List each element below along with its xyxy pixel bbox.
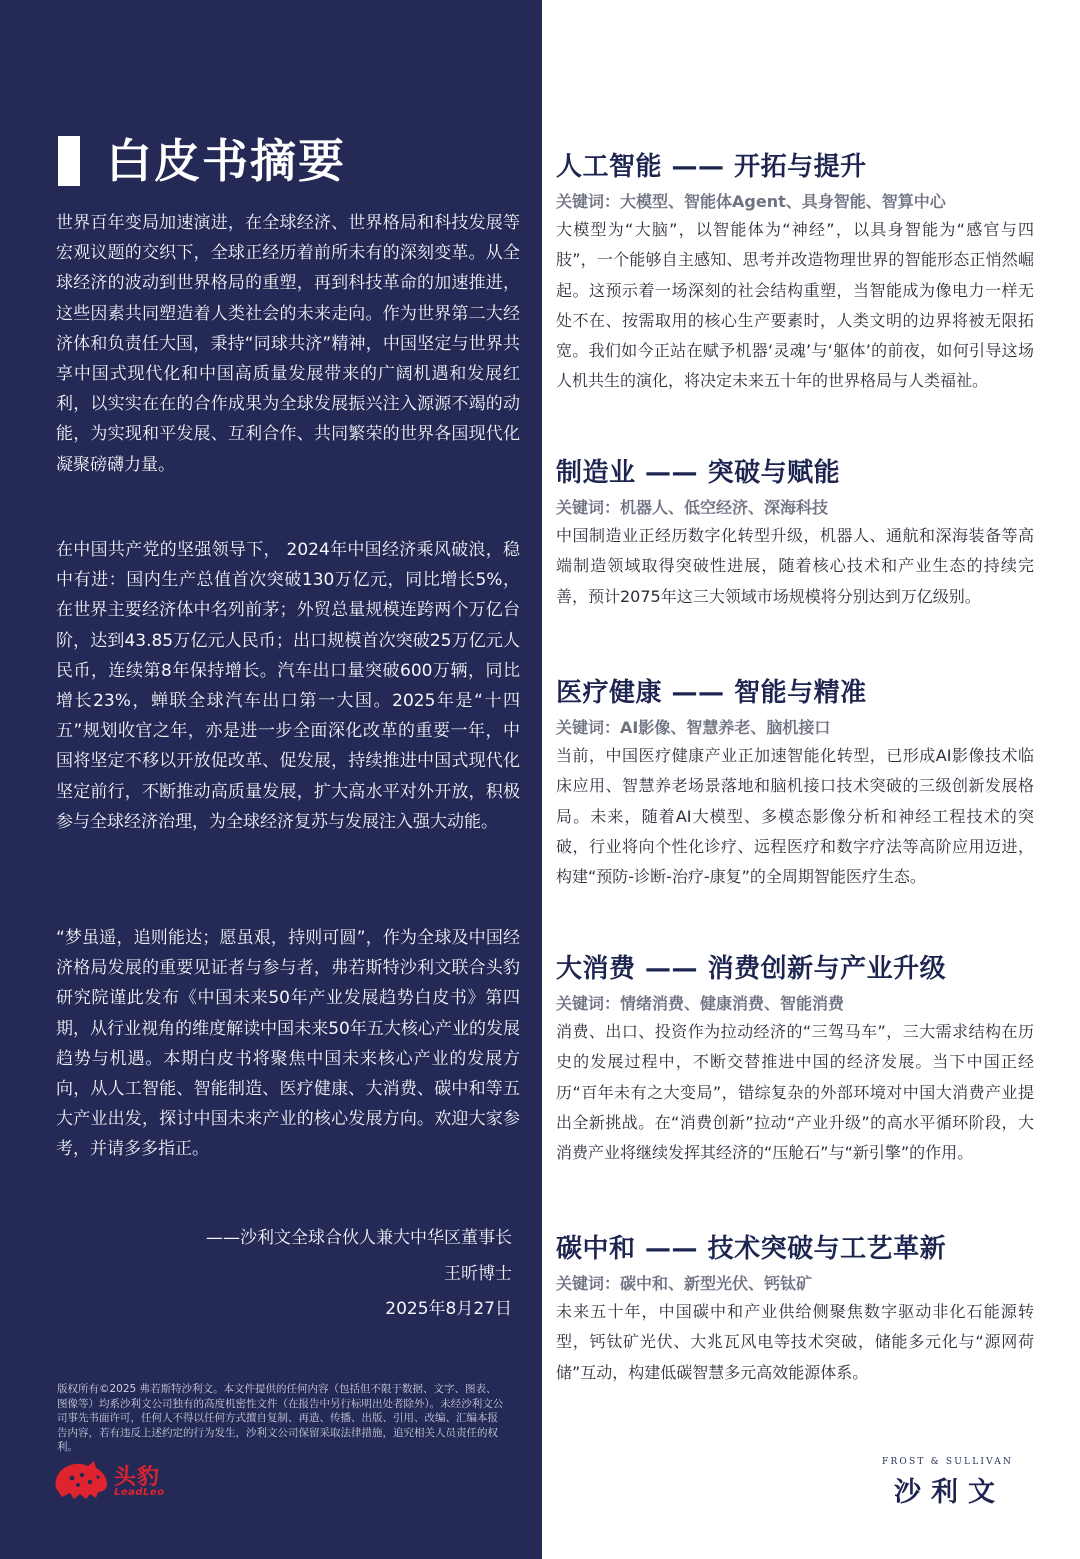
section-body: 未来五十年，中国碳中和产业供给侧聚焦数字驱动非化石能源转型，钙钛矿光伏、大兆瓦风电等技术突破，储能多元化与“源网荷储”互动，构建低碳智慧多元高效能源体系。 [556,1302,1034,1382]
section-body: 当前，中国医疗健康产业正加速智能化转型，已形成AI影像技术临床应用、智慧养老场景落地和脑机接口技术突破的三级创新发展格局。未来，随着AI大模型、多模态影像分析和神经工程技术的突破，行业将向个性化诊疗、远程医疗和数字疗法等高阶应用迈进，构建“预防-诊断-治疗-康复”的全周期智能医疗生态。 [556,746,1034,887]
frost-sullivan-cn: 沙利文 [894,1477,1005,1508]
frost-sullivan-en: FROST & SULLIVAN [882,1457,1014,1467]
leadleo-name: 头豹 [114,1465,161,1490]
copyright-notice: 版权所有©2025 弗若斯特沙利文。本文件提供的任何内容（包括但不限于数据、文字、图表、图像等）均系沙利文公司独有的高度机密性文件（在报告中另行标明出处者除外）。未经沙利文公司事先书面许可，任何人不得以任何方式擅自复制、再造、传播、出版、引用、改编、汇编本报告内容，若有违反上述约定的行为发生，沙利文公司保留采取法律措施，追究相关人员责任的权利。 [57,1383,504,1454]
section-keywords: 关键词：机器人、低空经济、深海科技 [556,498,829,517]
signature-title: ——沙利文全球合伙人兼大中华区董事长 [206,1228,512,1248]
section-title: 医疗健康 —— 智能与精准 [556,678,867,708]
section-title: 人工智能 —— 开拓与提升 [556,152,867,182]
title-accent-bar [58,136,80,186]
section-carbon-neutral [556,1232,1034,1388]
section-title: 制造业 —— 突破与赋能 [556,458,841,488]
leopard-icon [52,1458,110,1502]
intro-paragraph-1: 世界百年变局加速演进，在全球经济、世界格局和科技发展等宏观议题的交织下，全球正经历着前所未有的深刻变革。从全球经济的波动到世界格局的重塑，再到科技革命的加速推进，这些因素共同塑造着人类社会的未来走向。作为世界第二大经济体和负责任大国，秉持“同球共济”精神，中国坚定与世界共享中国式现代化和中国高质量发展带来的广阔机遇和发展红利，以实实在在的合作成果为全球发展振兴注入源源不竭的动能，为实现和平发展、互利合作、共同繁荣的世界各国现代化凝聚磅礴力量。 [56,213,520,475]
signature-name: 王昕博士 [444,1264,512,1284]
intro-paragraph-2: 在中国共产党的坚强领导下， 2024年中国经济乘风破浪，稳中有进：国内生产总值首次突破130万亿元，同比增长5%，在世界主要经济体中名列前茅；外贸总量规模连跨两个万亿台阶，达到43.85万亿元人民币；出口规模首次突破25万亿元人民币，连续第8年保持增长。汽车出口量突破600万辆，同比增长23%，蝉联全球汽车出口第一大国。2025年是“十四五”规划收官之年，亦是进一步全面深化改革的重要一年，中国将坚定不移以开放促改革、促发展，持续推进中国式现代化坚定前行，不断推动高质量发展，扩大高水平对外开放，积极参与全球经济治理，为全球经济复苏与发展注入强大动能。 [56,540,520,832]
section-keywords: 关键词：情绪消费、健康消费、智能消费 [556,994,845,1013]
leadleo-logo [52,1458,182,1504]
intro-paragraph-3: “梦虽遥，追则能达；愿虽艰，持则可圆”，作为全球及中国经济格局发展的重要见证者与参与者，弗若斯特沙利文联合头豹研究院谨此发布《中国未来50年产业发展趋势白皮书》第四期，从行业视角的维度解读中国未来50年五大核心产业的发展趋势与机遇。本期白皮书将聚焦中国未来核心产业的发展方向，从人工智能、智能制造、医疗健康、大消费、碳中和等五大产业出发，探讨中国未来产业的核心发展方向。欢迎大家参考，并请多多指正。 [56,928,520,1160]
section-body: 中国制造业正经历数字化转型升级，机器人、通航和深海装备等高端制造领域取得突破性进展，随着核心技术和产业生态的持续完善，预计2075年这三大领域市场规模将分别达到万亿级别。 [556,526,1034,606]
section-body: 大模型为“大脑”，以智能体为“神经”，以具身智能为“感官与四肢”，一个能够自主感知、思考并改造物理世界的智能形态正悄然崛起。这预示着一场深刻的社会结构重塑，当智能成为像电力一样无处不在、按需取用的核心生产要素时，人类文明的边界将被无限拓宽。我们如今正站在赋予机器‘灵魂’与‘躯体’的前夜，如何引导这场人机共生的演化，将决定未来五十年的世界格局与人类福祉。 [556,220,1034,391]
section-ai [556,150,1034,397]
section-title: 碳中和 —— 技术突破与工艺革新 [556,1234,947,1264]
section-title: 大消费 —— 消费创新与产业升级 [556,954,947,984]
page-title: 白皮书摘要 [106,134,346,188]
section-keywords: 关键词：大模型、智能体Agent、具身智能、智算中心 [556,192,946,211]
leadleo-subname: LeadLeo [114,1487,165,1498]
frost-sullivan-logo [880,1457,1030,1508]
section-consumption [556,952,1034,1168]
section-healthcare [556,676,1034,892]
section-keywords: 关键词：AI影像、智慧养老、脑机接口 [556,718,831,737]
section-keywords: 关键词：碳中和、新型光伏、钙钛矿 [556,1274,813,1293]
section-manufacturing [556,456,1034,612]
signature-date: 2025年8月27日 [385,1299,512,1319]
section-body: 消费、出口、投资作为拉动经济的“三驾马车”，三大需求结构在历史的发展过程中，不断交替推进中国的经济发展。当下中国正经历“百年未有之大变局”，错综复杂的外部环境对中国大消费产业提出全新挑战。在“消费创新”拉动“产业升级”的高水平循环阶段，大消费产业将继续发挥其经济的“压舱石”与“新引擎”的作用。 [556,1022,1034,1163]
summary-header [58,133,346,189]
